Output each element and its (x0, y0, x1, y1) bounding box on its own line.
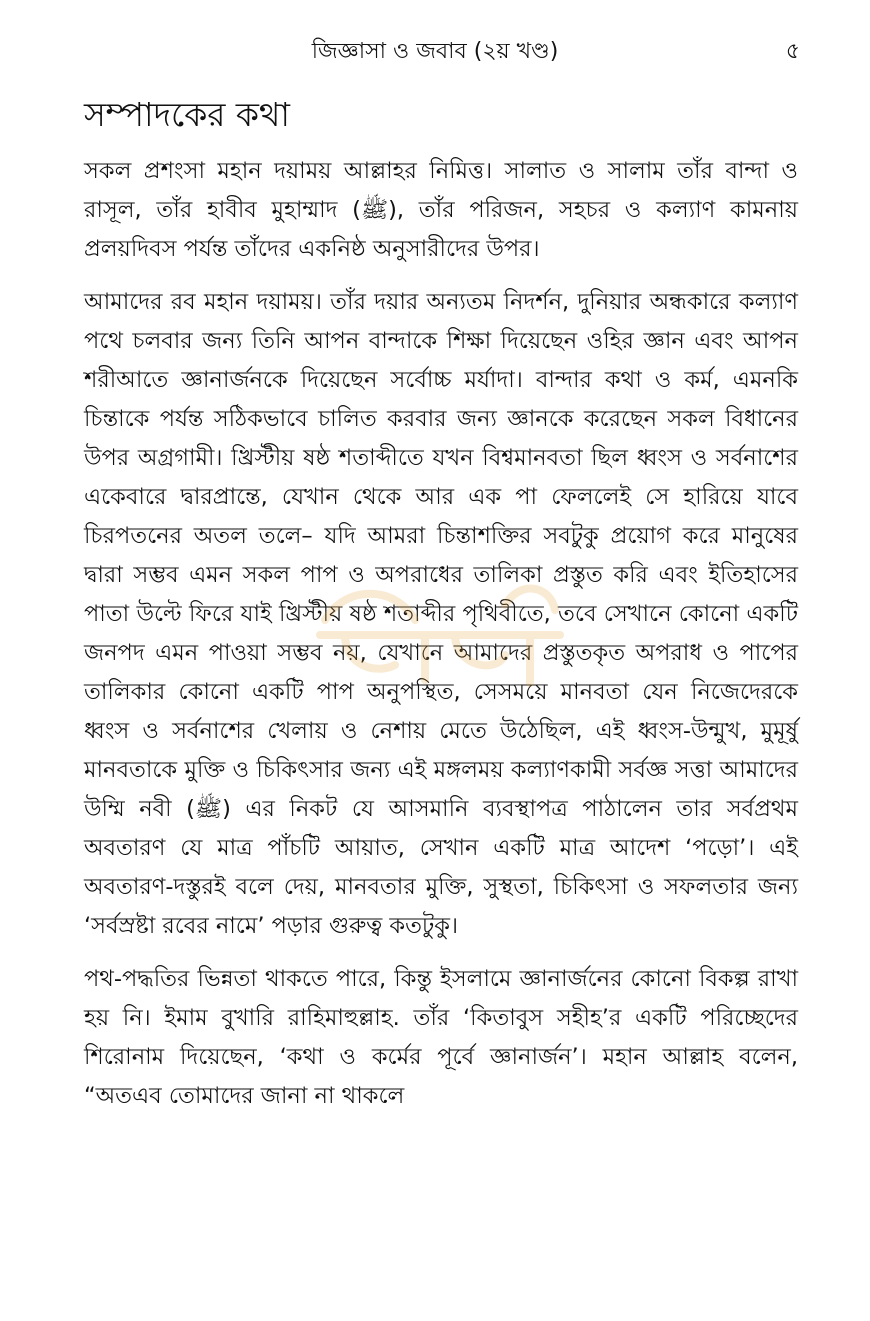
page-number: ৫ (785, 39, 800, 64)
running-title: জিজ্ঞাসা ও জবাব (২য় খণ্ড) (311, 39, 559, 64)
paragraph-3: পথ-পদ্ধতির ভিন্নতা থাকতে পারে, কিন্তু ইসলামে জ্ঞানার্জনের কোনো বিকল্প রাখা হয় নি। ইমাম বুখারি রাহিমাহুল্লাহ. তাঁর ‘কিতাবুস সহীহ’র একটি পরিচ্ছেদের শিরোনাম দিয়েছেন, ‘কথা ও কর্মের পূর্বে জ্ঞানার্জন’। মহান আল্লাহ বলেন, “অতএব তোমাদের জানা না থাকলে (84, 966, 798, 1109)
paragraph-1: সকল প্রশংসা মহান দয়াময় আল্লাহর নিমিত্ত। সালাত ও সালাম তাঁর বান্দা ও রাসূল, তাঁর হাবীব মুহাম্মাদ (ﷺ), তাঁর পরিজন, সহচর ও কল্যাণ কামনায় প্রলয়দিবস পর্যন্ত তাঁদের একনিষ্ঠ অনুসারীদের উপর। (84, 158, 798, 262)
running-header (0, 34, 870, 70)
paragraph-2: আমাদের রব মহান দয়াময়। তাঁর দয়ার অন্যতম নিদর্শন, দুনিয়ার অন্ধকারে কল্যাণ পথে চলবার জন্য তিনি আপন বান্দাকে শিক্ষা দিয়েছেন ওহির জ্ঞান এবং আপন শরীআতে জ্ঞানার্জনকে দিয়েছেন সর্বোচ্চ মর্যাদা। বান্দার কথা ও কর্ম, এমনকি চিন্তাকে পর্যন্ত সঠিকভাবে চালিত করবার জন্য জ্ঞানকে করেছেন সকল বিধানের উপর অগ্রগামী। খ্রিস্টীয় ষষ্ঠ শতাব্দীতে যখন বিশ্বমানবতা ছিল ধ্বংস ও সর্বনাশের একেবারে দ্বারপ্রান্তে, যেখান থেকে আর এক পা ফেললেই সে হারিয়ে যাবে চিরপতনের অতল তলে– যদি আমরা চিন্তাশক্তির সবটুকু প্রয়োগ করে মানুষের দ্বারা সম্ভব এমন সকল পাপ ও অপরাধের তালিকা প্রস্তুত করি এবং ইতিহাসের পাতা উল্টে ফিরে যাই খ্রিস্টীয় ষষ্ঠ শতাব্দীর পৃথিবীতে, তবে সেখানে কোনো একটি জনপদ এমন পাওয়া সম্ভব নয়, যেখানে আমাদের প্রস্তুতকৃত অপরাধ ও পাপের তালিকার কোনো একটি পাপ অনুপস্থিত, সেসময়ে মানবতা যেন নিজেদেরকে ধ্বংস ও সর্বনাশের খেলায় ও নেশায় মেতে উঠেছিল, এই ধ্বংস-উন্মুখ, মুমূর্ষু মানবতাকে মুক্তি ও চিকিৎসার জন্য এই মঙ্গলময় কল্যাণকামী সর্বজ্ঞ সত্তা আমাদের উম্মি নবী (ﷺ) এর নিকট যে আসমানি ব্যবস্থাপত্র পাঠালেন তার সর্বপ্রথম অবতারণ যে মাত্র পাঁচটি আয়াত, সেখান একটি মাত্র আদেশ ‘পড়ো’। এই অবতারণ-দস্তুরই বলে দেয়, মানবতার মুক্তি, সুস্থতা, চিকিৎসা ও সফলতার জন্য ‘সর্বস্রষ্টা রবের নামে’ পড়ার গুরুত্ব কতটুকু। (84, 289, 798, 939)
body-text (84, 152, 798, 1130)
section-title: সম্পাদকের কথা (84, 95, 290, 134)
